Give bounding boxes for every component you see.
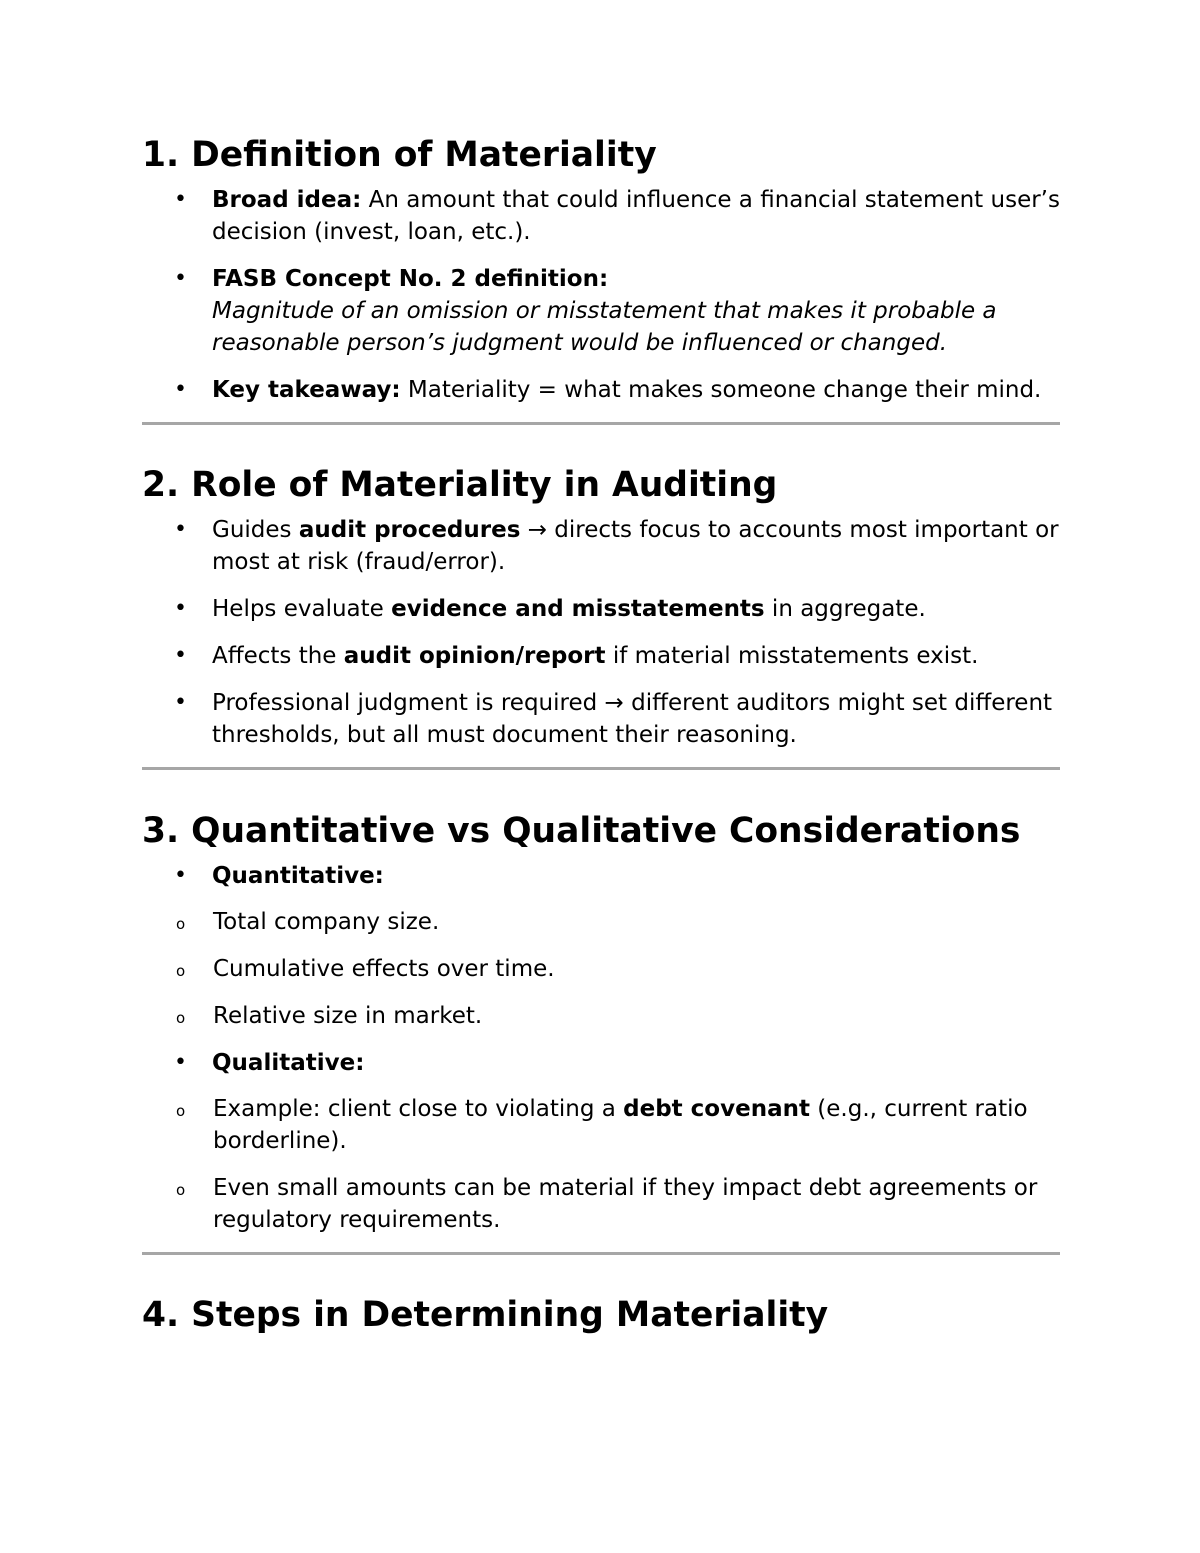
sub-item-text: Total company size. <box>213 909 440 935</box>
item-text: if material misstatements exist. <box>605 643 979 669</box>
item-emphasis: audit opinion/report <box>343 643 606 669</box>
group-label: Qualitative: <box>212 1050 365 1076</box>
item-emphasis: audit procedures <box>298 517 521 543</box>
sub-list-item <box>142 1172 1060 1236</box>
section-divider <box>142 1252 1060 1255</box>
section-steps <box>142 1295 1060 1335</box>
section-heading: 2. Role of Materiality in Auditing <box>142 465 778 505</box>
section-divider <box>142 422 1060 425</box>
item-label: FASB Concept No. 2 definition: <box>212 266 609 292</box>
item-text: An amount that could influence a financial statement user’s decision (invest, loan, etc.). <box>212 187 1060 245</box>
section-definition <box>142 135 1060 406</box>
section-role <box>142 465 1060 751</box>
bullet-icon: • <box>174 643 187 668</box>
list-item <box>142 374 1060 406</box>
item-text: → directs focus to accounts most important or most at risk (fraud/error). <box>212 517 1059 575</box>
bullet-icon: • <box>174 596 187 621</box>
document-page <box>142 135 1060 1335</box>
item-text: Guides <box>212 517 299 543</box>
sub-list-item <box>142 906 1060 938</box>
item-label: Key takeaway: <box>212 377 401 403</box>
section-heading: 3. Quantitative vs Qualitative Considerations <box>142 811 1021 851</box>
circle-bullet-icon: o <box>176 1102 186 1120</box>
list-item-quantitative <box>142 860 1060 1032</box>
circle-bullet-icon: o <box>176 962 186 980</box>
list-item <box>142 184 1060 248</box>
item-text: Professional judgment is required → different auditors might set different thresholds, but all must document their reasoning. <box>212 690 1053 748</box>
section-heading: 1. Definition of Materiality <box>142 135 657 175</box>
group-label: Quantitative: <box>212 863 384 889</box>
bullet-icon: • <box>174 377 187 402</box>
circle-bullet-icon: o <box>176 1009 186 1027</box>
bullet-list <box>142 514 1060 751</box>
bullet-icon: • <box>174 266 187 291</box>
sub-item-text: Relative size in market. <box>213 1003 483 1029</box>
item-text: Affects the <box>212 643 344 669</box>
sub-list-item <box>142 1093 1060 1157</box>
sub-item-text: Even small amounts can be material if they impact debt agreements or regulatory requirements. <box>213 1175 1038 1233</box>
list-item <box>142 640 1060 672</box>
item-text: Helps evaluate <box>212 596 392 622</box>
bullet-list <box>142 184 1060 406</box>
sub-item-text: (e.g., current ratio borderline). <box>213 1096 1028 1154</box>
list-item <box>142 593 1060 625</box>
list-item <box>142 514 1060 578</box>
item-emphasis: evidence and misstatements <box>391 596 765 622</box>
circle-bullet-icon: o <box>176 1181 186 1199</box>
sub-list <box>142 906 1060 1032</box>
bullet-icon: • <box>174 517 187 542</box>
section-divider <box>142 767 1060 770</box>
item-text: in aggregate. <box>764 596 926 622</box>
bullet-icon: • <box>174 1050 187 1075</box>
item-text: Materiality = what makes someone change their mind. <box>400 377 1042 403</box>
section-heading: 4. Steps in Determining Materiality <box>142 1295 829 1335</box>
sub-list-item <box>142 953 1060 985</box>
list-item <box>142 263 1060 359</box>
section-considerations <box>142 811 1060 1236</box>
bullet-list <box>142 860 1060 1236</box>
item-label: Broad idea: <box>212 187 362 213</box>
sub-item-text: Cumulative effects over time. <box>213 956 555 982</box>
bullet-icon: • <box>174 863 187 888</box>
list-item-qualitative <box>142 1047 1060 1236</box>
item-quote: Magnitude of an omission or misstatement that makes it probable a reasonable person’s judgment would be influenced or changed. <box>212 298 997 356</box>
bullet-icon: • <box>174 690 187 715</box>
sub-item-emphasis: debt covenant <box>623 1096 810 1122</box>
sub-list <box>142 1093 1060 1236</box>
sub-item-text: Example: client close to violating a <box>213 1096 624 1122</box>
circle-bullet-icon: o <box>176 915 186 933</box>
list-item <box>142 687 1060 751</box>
sub-list-item <box>142 1000 1060 1032</box>
bullet-icon: • <box>174 187 187 212</box>
